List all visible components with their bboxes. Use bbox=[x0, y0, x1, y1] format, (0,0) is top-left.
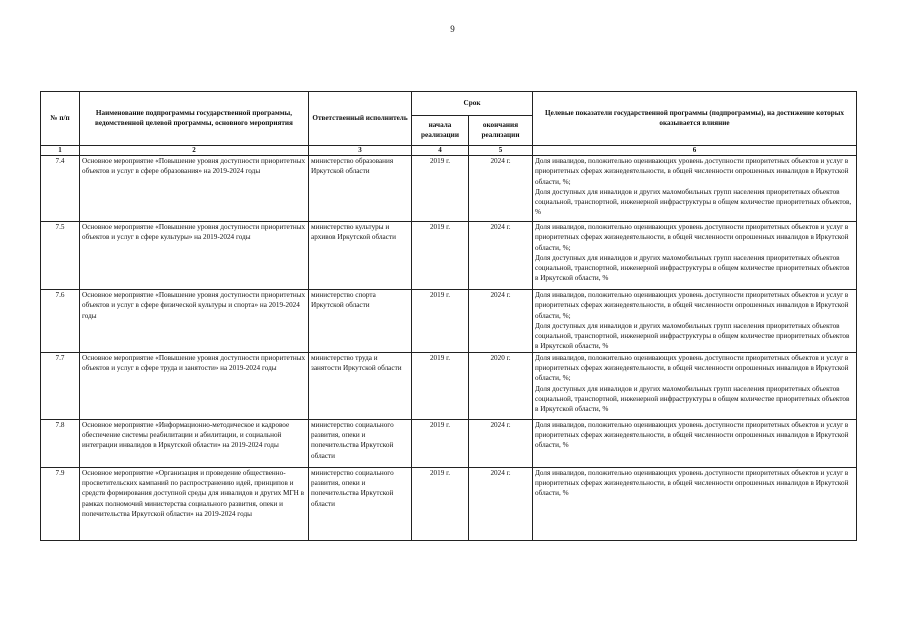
table-row bbox=[41, 290, 857, 353]
start-year: 2019 г. bbox=[412, 156, 469, 222]
row-number: 7.8 bbox=[41, 419, 80, 467]
executor: министерство труда и занятости Иркутской области bbox=[309, 352, 412, 419]
event-name: Основное мероприятие «Повышение уровня доступности приоритетных объектов и услуг в сфере труда и занятости» на 2019-2024 годы bbox=[80, 352, 309, 419]
executor: министерство социального развития, опеки и попечительства Иркутской области bbox=[309, 419, 412, 467]
indicators bbox=[533, 419, 857, 467]
row-number: 7.9 bbox=[41, 467, 80, 540]
indicator-text: Доля доступных для инвалидов и других маломобильных групп населения приоритетных объектов социальной, транспортной, инженерной инфраструктуры в общем количестве приоритетных объектов в Иркутской области, % bbox=[535, 384, 850, 414]
column-number: 5 bbox=[469, 146, 533, 156]
executor: министерство социального развития, опеки и попечительства Иркутской области bbox=[309, 467, 412, 540]
indicators bbox=[533, 467, 857, 540]
indicator-text: Доля доступных для инвалидов и других маломобильных групп населения приоритетных объектов социальной, транспортной, инженерной инфраструктуры в общем количестве приоритетных объектов в Иркутской области, % bbox=[535, 321, 850, 351]
start-year: 2019 г. bbox=[412, 467, 469, 540]
end-year: 2024 г. bbox=[469, 419, 533, 467]
indicators bbox=[533, 352, 857, 419]
header-indicators: Целевые показатели государственной программы (подпрограммы), на достижение которых оказывается влияние bbox=[533, 92, 857, 146]
indicators bbox=[533, 222, 857, 290]
indicator-text: Доля инвалидов, положительно оценивающих уровень доступности приоритетных объектов и услуг в приоритетных сферах жизнедеятельности, в общей численности опрошенных инвалидов в Иркутской области, %; bbox=[535, 157, 849, 186]
table-row bbox=[41, 222, 857, 290]
executor: министерство культуры и архивов Иркутской области bbox=[309, 222, 412, 290]
table-row bbox=[41, 352, 857, 419]
program-table bbox=[40, 91, 857, 541]
header-row bbox=[41, 92, 857, 116]
indicator-text: Доля инвалидов, положительно оценивающих уровень доступности приоритетных объектов и услуг в приоритетных сферах жизнедеятельности, в общей численности опрошенных инвалидов в Иркутской области, %; bbox=[535, 291, 849, 320]
column-number: 6 bbox=[533, 146, 857, 156]
start-year: 2019 г. bbox=[412, 290, 469, 353]
start-year: 2019 г. bbox=[412, 222, 469, 290]
table-row bbox=[41, 467, 857, 540]
header-term: Срок bbox=[412, 92, 533, 116]
row-number: 7.4 bbox=[41, 156, 80, 222]
end-year: 2024 г. bbox=[469, 156, 533, 222]
row-number: 7.7 bbox=[41, 352, 80, 419]
page-number: 9 bbox=[450, 24, 455, 34]
header-start: начала реализации bbox=[412, 116, 469, 146]
table-row bbox=[41, 419, 857, 467]
indicator-text: Доля инвалидов, положительно оценивающих уровень доступности приоритетных объектов и услуг в приоритетных сферах жизнедеятельности, в общей численности опрошенных инвалидов в Иркутской области, %; bbox=[535, 223, 849, 252]
table-row bbox=[41, 156, 857, 222]
header-name: Наименование подпрограммы государственной программы, ведомственной целевой программы, основного мероприятия bbox=[80, 92, 309, 146]
event-name: Основное мероприятие «Повышение уровня доступности приоритетных объектов и услуг в сфере физической культуры и спорта» на 2019-2024 годы bbox=[80, 290, 309, 353]
indicators bbox=[533, 290, 857, 353]
indicator-text: Доля инвалидов, положительно оценивающих уровень доступности приоритетных объектов и услуг в приоритетных сферах жизнедеятельности, в общей численности опрошенных инвалидов в Иркутской области, %; bbox=[535, 353, 849, 383]
event-name: Основное мероприятие «Повышение уровня доступности приоритетных объектов и услуг в сфере культуры» на 2019-2024 годы bbox=[80, 222, 309, 290]
indicator-text: Доля доступных для инвалидов и других маломобильных групп населения приоритетных объектов социальной, транспортной, инженерной инфраструктуры в общем количестве приоритетных объектов в Иркутской области, % bbox=[535, 253, 850, 283]
executor: министерство образования Иркутской области bbox=[309, 156, 412, 222]
indicator-text: Доля инвалидов, положительно оценивающих уровень доступности приоритетных объектов и услуг в приоритетных сферах жизнедеятельности, в общей численности опрошенных инвалидов в Иркутской области, % bbox=[535, 420, 849, 450]
column-number: 4 bbox=[412, 146, 469, 156]
header-executor: Ответственный исполнитель bbox=[309, 92, 412, 146]
end-year: 2024 г. bbox=[469, 290, 533, 353]
row-number: 7.6 bbox=[41, 290, 80, 353]
event-name: Основное мероприятие «Организация и проведение общественно-просветительских кампаний по распространению идей, принципов и средств формирования доступной среды для инвалидов и других МГН в рамках полномочий министерства социального развития, опеки и попечительства Иркутской области» на 2019-2024 годы bbox=[80, 467, 309, 540]
column-numbers-row bbox=[41, 146, 857, 156]
executor: министерство спорта Иркутской области bbox=[309, 290, 412, 353]
event-name: Основное мероприятие «Повышение уровня доступности приоритетных объектов и услуг в сфере образования» на 2019-2024 годы bbox=[80, 156, 309, 222]
end-year: 2024 г. bbox=[469, 467, 533, 540]
indicator-text: Доля инвалидов, положительно оценивающих уровень доступности приоритетных объектов и услуг в приоритетных сферах жизнедеятельности, в общей численности опрошенных инвалидов в Иркутской области, % bbox=[535, 468, 849, 498]
end-year: 2020 г. bbox=[469, 352, 533, 419]
column-number: 3 bbox=[309, 146, 412, 156]
header-num: № п/п bbox=[41, 92, 80, 146]
header-end: окончания реализации bbox=[469, 116, 533, 146]
start-year: 2019 г. bbox=[412, 419, 469, 467]
event-name: Основное мероприятие «Информационно-методическое и кадровое обеспечение системы реабилитации и абилитации, и социальной интеграции инвалидов в Иркутской области» на 2019-2024 годы bbox=[80, 419, 309, 467]
indicator-text: Доля доступных для инвалидов и других маломобильных групп населения приоритетных объектов социальной, транспортной, инженерной инфраструктуры в общем количестве приоритетных объектов, % bbox=[535, 187, 852, 217]
start-year: 2019 г. bbox=[412, 352, 469, 419]
row-number: 7.5 bbox=[41, 222, 80, 290]
indicators bbox=[533, 156, 857, 222]
end-year: 2024 г. bbox=[469, 222, 533, 290]
column-number: 1 bbox=[41, 146, 80, 156]
column-number: 2 bbox=[80, 146, 309, 156]
